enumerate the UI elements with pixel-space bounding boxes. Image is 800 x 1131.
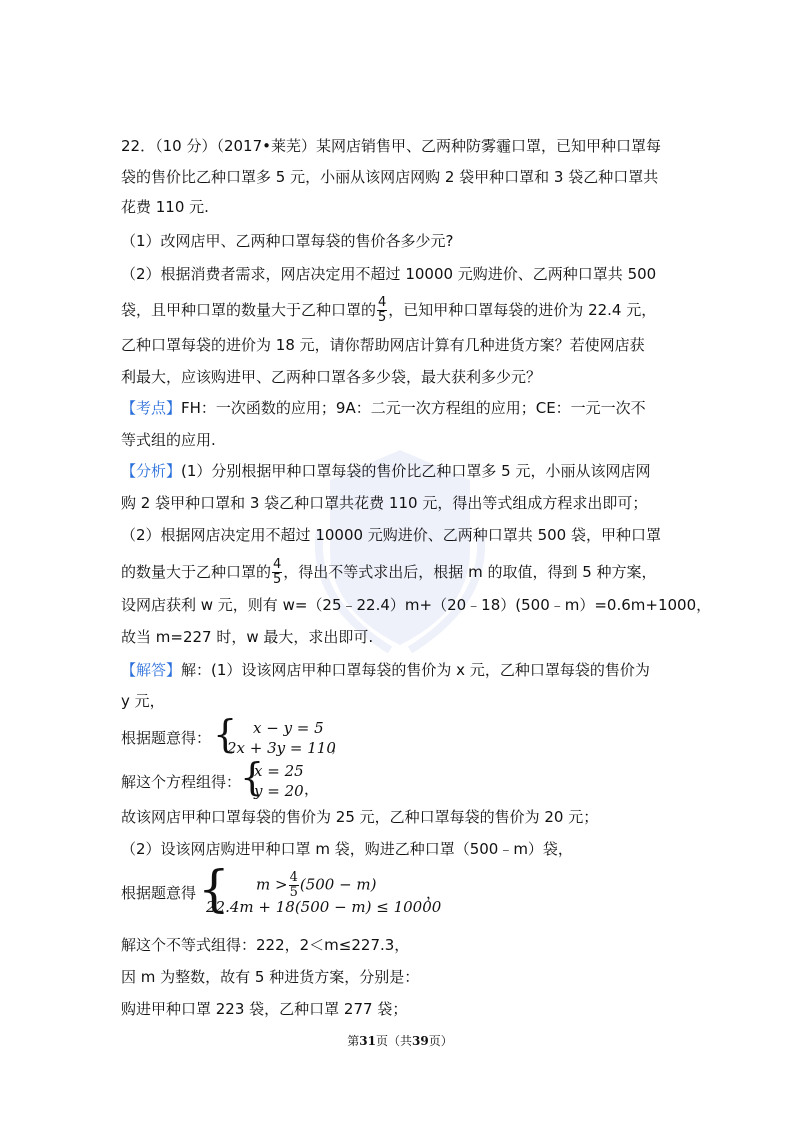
- problem-line-1: 22．（10 分）（2017•莱芜）某网店销售甲、乙两种防雾霾口罩，已知甲种口罩每: [121, 137, 661, 155]
- brace-icon: {: [198, 860, 230, 918]
- jieda-text-1: 解：(1）设该网店甲种口罩每袋的售价为 x 元，乙种口罩每袋的售价为: [181, 661, 650, 679]
- question-1: （1）改网店甲、乙两种口罩每袋的售价各多少元?: [121, 232, 454, 250]
- jieda-line-9: 因 m 为整数，故有 5 种进货方案，分别是：: [121, 968, 420, 986]
- fenxi-line-3: （2）根据网店决定用不超过 10000 元购进价、乙两种口罩共 500 袋，甲种口罩: [121, 526, 661, 544]
- fenxi-text-4-pre: 的数量大于乙种口罩的: [121, 563, 272, 581]
- jieda-line-5: 故该网店甲种口罩每袋的售价为 25 元，乙种口罩每袋的售价为 20 元；: [121, 808, 599, 826]
- system-2-comma: ，: [304, 780, 320, 798]
- footer-page-number: 31: [359, 1034, 376, 1048]
- fraction-numerator: 4: [289, 870, 298, 885]
- footer-mid: 页（共: [375, 1034, 412, 1048]
- fraction-numerator: 4: [273, 557, 282, 572]
- fraction-denominator: 5: [289, 885, 298, 900]
- page-footer: [0, 1033, 800, 1049]
- equation-system-2: [240, 755, 330, 803]
- system-3-comma: ，: [426, 884, 442, 902]
- fenxi-line-5: 设网店获利 w 元，则有 w=（25﹣22.4）m+（20﹣18）(500﹣m）=0.6m+1000，: [121, 596, 712, 614]
- inequality-2: 22.4m + 18(500 − m) ≤ 10000: [206, 898, 442, 916]
- brace-icon: {: [213, 712, 238, 756]
- solution-y: y = 20: [254, 782, 304, 800]
- inequality-1: [256, 871, 377, 900]
- inequality-1-post: (500 − m): [299, 875, 377, 894]
- fraction-numerator: 4: [378, 295, 387, 310]
- jieda-line-1: [121, 659, 650, 681]
- question-2-line-3: 乙种口罩每袋的进价为 18 元，请你帮助网店计算有几种进货方案？若使网店获: [121, 336, 645, 354]
- kaodian-tag: 【考点】: [121, 399, 182, 417]
- jieda-line-10: 购进甲种口罩 223 袋，乙种口罩 277 袋；: [121, 1000, 408, 1018]
- fenxi-line-2: 购 2 袋甲种口罩和 3 袋乙种口罩共花费 110 元，得出等式组成方程求出即可；: [121, 494, 648, 512]
- system-1-label: 根据题意得：: [121, 729, 212, 747]
- jieda-line-6: （2）设该网店购进甲种口罩 m 袋，购进乙种口罩（500﹣m）袋，: [121, 840, 573, 858]
- fenxi-line-1: [121, 460, 651, 482]
- kaodian-text-1: FH：一次函数的应用；9A：二元一次方程组的应用；CE：一元一次不: [181, 399, 646, 417]
- kaodian-line-1: [121, 397, 646, 419]
- fraction-four-fifths-3: [289, 871, 299, 900]
- question-2-text-post: ，已知甲种口罩每袋的进价为 22.4 元，: [388, 301, 657, 319]
- problem-line-3: 花费 110 元.: [121, 198, 209, 216]
- footer-post: 页）: [428, 1034, 453, 1048]
- jieda-line-8: 解这个不等式组得：222，2＜m≤227.3，: [121, 936, 410, 954]
- question-2-line-4: 利最大，应该购进甲、乙两种口罩各多少袋，最大获利多少元？: [121, 368, 542, 386]
- question-2-line-2: [121, 296, 656, 325]
- inequality-system: [198, 860, 448, 921]
- system-2-label: 解这个方程组得：: [121, 773, 242, 791]
- kaodian-line-2: 等式组的应用.: [121, 431, 216, 449]
- fraction-four-fifths-2: [272, 558, 282, 587]
- footer-pre: 第: [347, 1034, 360, 1048]
- footer-total-pages: 39: [412, 1034, 429, 1048]
- fraction-denominator: 5: [273, 572, 282, 587]
- fenxi-line-6: 故当 m=227 时，w 最大，求出即可.: [121, 628, 374, 646]
- solution-x: x = 25: [254, 762, 304, 780]
- system-3-label: 根据题意得: [121, 884, 197, 902]
- system-1-comma: ，: [331, 737, 347, 755]
- question-2-text-pre: 袋，且甲种口罩的数量大于乙种口罩的: [121, 301, 377, 319]
- fenxi-tag: 【分析】: [121, 462, 182, 480]
- equation-2: 2x + 3y = 110: [227, 739, 336, 757]
- problem-line-2: 袋的售价比乙种口罩多 5 元，小丽从该网店网购 2 袋甲种口罩和 3 袋乙种口罩共: [121, 168, 659, 186]
- equation-system-1: [213, 712, 347, 760]
- fenxi-text-4-post: ，得出不等式求出后，根据 m 的取值，得到 5 种方案，: [283, 563, 657, 581]
- question-2-line-1: （2）根据消费者需求，网店决定用不超过 10000 元购进价、乙两种口罩共 500: [121, 265, 657, 283]
- equation-1: x − y = 5: [253, 719, 324, 737]
- fenxi-text-1: (1）分别根据甲种口罩每袋的售价比乙种口罩多 5 元，小丽从该网店网: [181, 462, 651, 480]
- fraction-four-fifths: [377, 296, 387, 325]
- fenxi-line-4: [121, 558, 657, 587]
- jieda-tag: 【解答】: [121, 661, 182, 679]
- fraction-denominator: 5: [378, 310, 387, 325]
- inequality-1-pre: m >: [256, 875, 288, 894]
- brace-icon: {: [240, 755, 265, 799]
- jieda-line-2: y 元，: [121, 692, 165, 710]
